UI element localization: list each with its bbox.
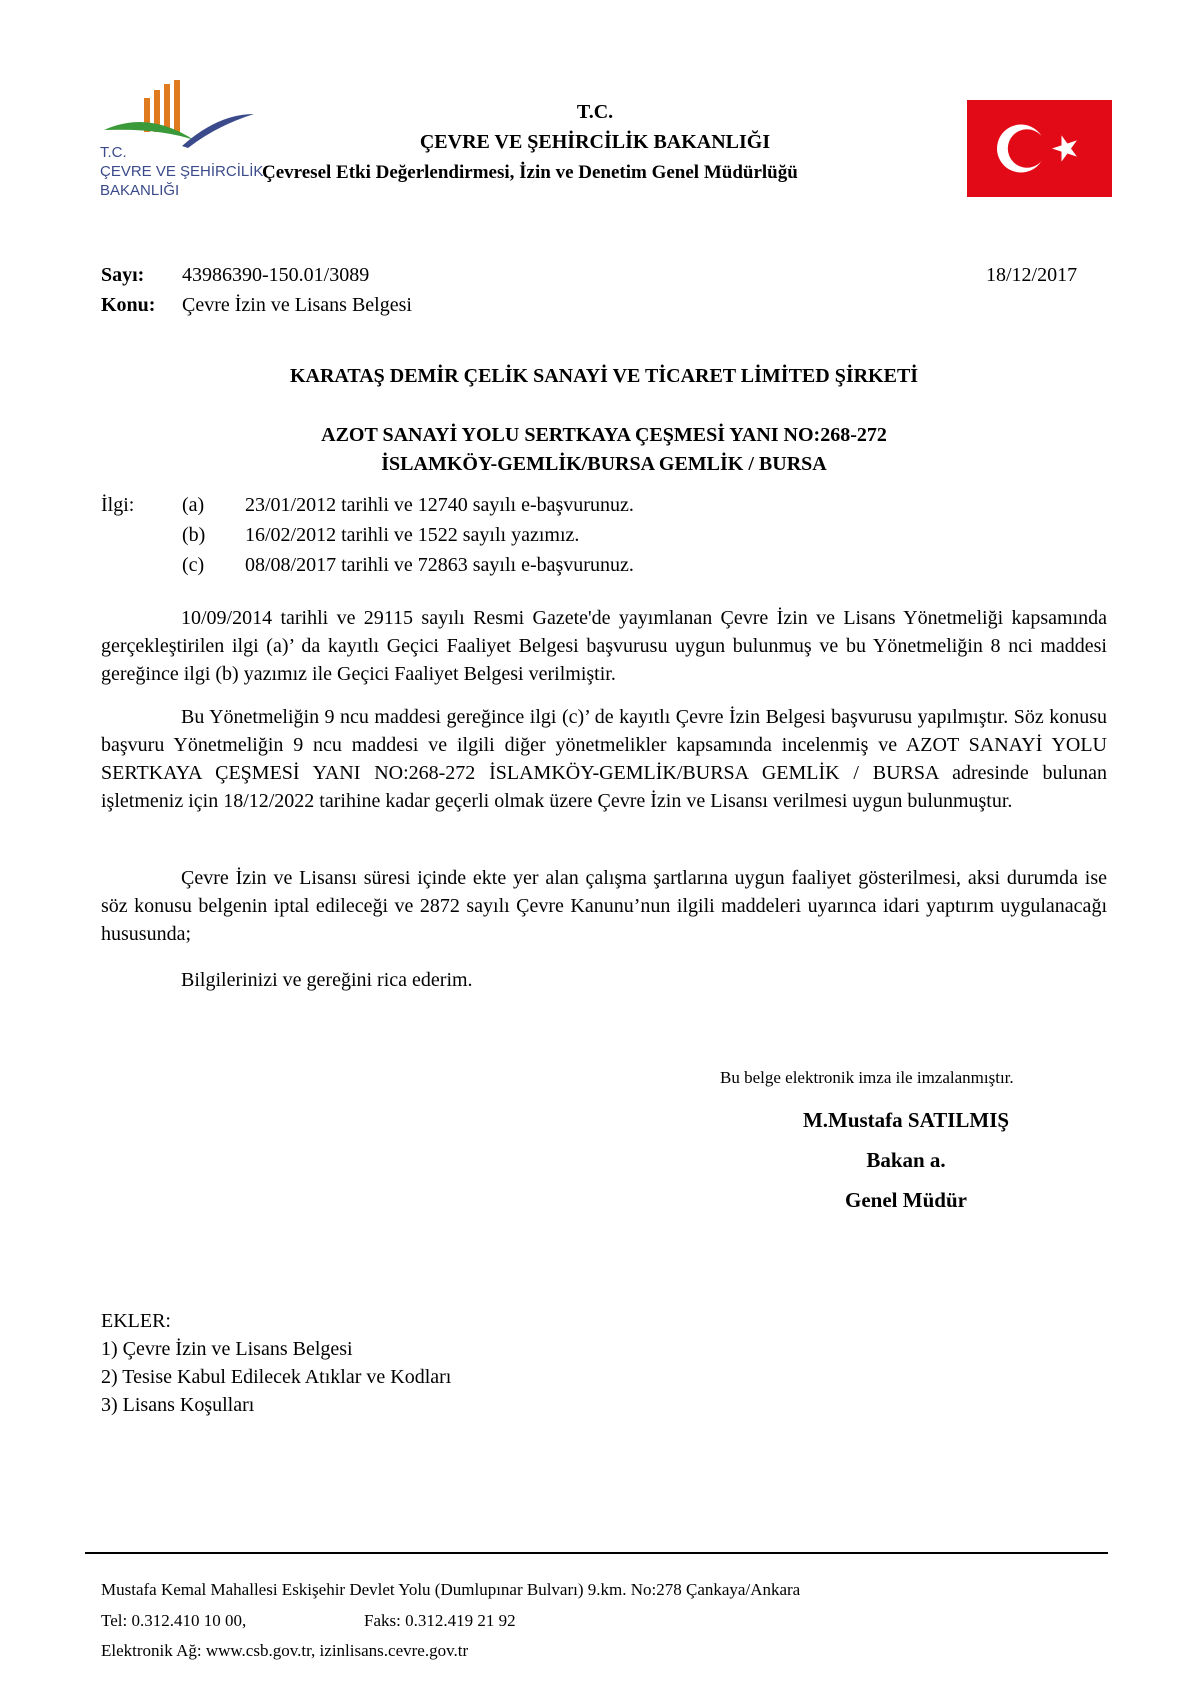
footer-fax: Faks: 0.312.419 21 92 <box>364 1611 516 1630</box>
konu-label: Konu: <box>101 294 156 316</box>
sayi-value: 43986390-150.01/3089 <box>182 264 370 286</box>
body-paragraph-3: Çevre İzin ve Lisansı süresi içinde ekte yer alan çalışma şartlarına uygun faaliyet gösterilmesi, aksi durumda ise söz konusu belgenin iptal edileceği ve 2872 sayılı Çevre Kanunu’nun ilgili maddeleri uyarınca idari yaptırım uygulanacağı hususunda; <box>101 867 1107 945</box>
attachment-item: 3) Lisans Koşulları <box>101 1394 255 1416</box>
recipient-address-line2: İSLAMKÖY-GEMLİK/BURSA GEMLİK / BURSA <box>381 453 827 475</box>
body-paragraph-2: Bu Yönetmeliğin 9 ncu maddesi gereğince ilgi (c)’ de kayıtlı Çevre İzin Belgesi başvurusu yapılmıştır. Söz konusu başvuru Yönetmeliğin 9 ncu maddesi ve ilgili diğer yönetmelikler kapsamında incelenmiş ve AZOT SANAYİ YOLU SERTKAYA ÇEŞMESİ YANI NO:268-272 İSLAMKÖY-GEMLİK/BURSA GEMLİK / BURSA adresinde bulunan işletmeniz için 18/12/2022 tarihine kadar geçerli olmak üzere Çevre İzin ve Lisansı verilmesi uygun bulunmuştur. <box>101 706 1107 812</box>
body-paragraph-4: Bilgilerinizi ve gereğini rica ederim. <box>181 969 473 991</box>
recipient-address-line1: AZOT SANAYİ YOLU SERTKAYA ÇEŞMESİ YANI NO:268-272 <box>321 424 887 446</box>
attachments-label: EKLER: <box>101 1310 171 1332</box>
sayi-label: Sayı: <box>101 264 145 286</box>
ilgi-mark-a: (a) <box>182 494 205 516</box>
signer-on-behalf: Bakan a. <box>866 1148 946 1172</box>
logo-text-tc: T.C. <box>100 144 127 161</box>
logo-text-ministry: ÇEVRE VE ŞEHİRCİLİK <box>100 163 264 180</box>
ilgi-mark-c: (c) <box>182 554 205 576</box>
header-ministry: ÇEVRE VE ŞEHİRCİLİK BAKANLIĞI <box>419 131 771 153</box>
footer-address: Mustafa Kemal Mahallesi Eskişehir Devlet Yolu (Dumlupınar Bulvarı) 9.km. No:278 Çankaya/Ankara <box>101 1580 801 1599</box>
ilgi-item-a: 23/01/2012 tarihli ve 12740 sayılı e-başvurunuz. <box>245 494 634 516</box>
attachment-item: 2) Tesise Kabul Edilecek Atıklar ve Kodları <box>101 1366 452 1388</box>
ilgi-label: İlgi: <box>101 494 135 516</box>
signer-name: M.Mustafa SATILMIŞ <box>802 1108 1010 1132</box>
document-date: 18/12/2017 <box>986 264 1078 286</box>
ilgi-mark-b: (b) <box>182 524 206 546</box>
signer-title: Genel Müdür <box>845 1188 967 1212</box>
ilgi-item-c: 08/08/2017 tarihli ve 72863 sayılı e-başvurunuz. <box>245 554 634 576</box>
body-paragraph-1: 10/09/2014 tarihli ve 29115 sayılı Resmi Gazete'de yayımlanan Çevre İzin ve Lisans Yönetmeliği kapsamında gerçekleştirilen ilgi (a)’ da kayıtlı Geçici Faaliyet Belgesi başvurusu uygun bulunmuş ve bu Yönetmeliğin 8 nci maddesi gereğince ilgi (b) yazımız ile Geçici Faaliyet Belgesi verilmiştir. <box>101 607 1107 685</box>
konu-value: Çevre İzin ve Lisans Belgesi <box>182 294 412 316</box>
recipient-company: KARATAŞ DEMİR ÇELİK SANAYİ VE TİCARET LİMİTED ŞİRKETİ <box>289 365 919 387</box>
footer-web: Elektronik Ağ: www.csb.gov.tr, izinlisans.cevre.gov.tr <box>101 1641 469 1660</box>
footer-divider <box>85 1552 1108 1554</box>
ilgi-item-b: 16/02/2012 tarihli ve 1522 sayılı yazımız. <box>245 524 580 546</box>
attachment-item: 1) Çevre İzin ve Lisans Belgesi <box>101 1338 353 1360</box>
e-signature-note: Bu belge elektronik imza ile imzalanmıştır. <box>720 1068 1014 1087</box>
footer-tel: Tel: 0.312.410 10 00, <box>101 1611 247 1630</box>
header-directorate: Çevresel Etki Değerlendirmesi, İzin ve Denetim Genel Müdürlüğü <box>262 162 798 183</box>
logo-text-bakanligi: BAKANLIĞI <box>100 182 180 199</box>
turkish-flag-icon <box>967 100 1112 197</box>
header-tc: T.C. <box>576 101 614 123</box>
